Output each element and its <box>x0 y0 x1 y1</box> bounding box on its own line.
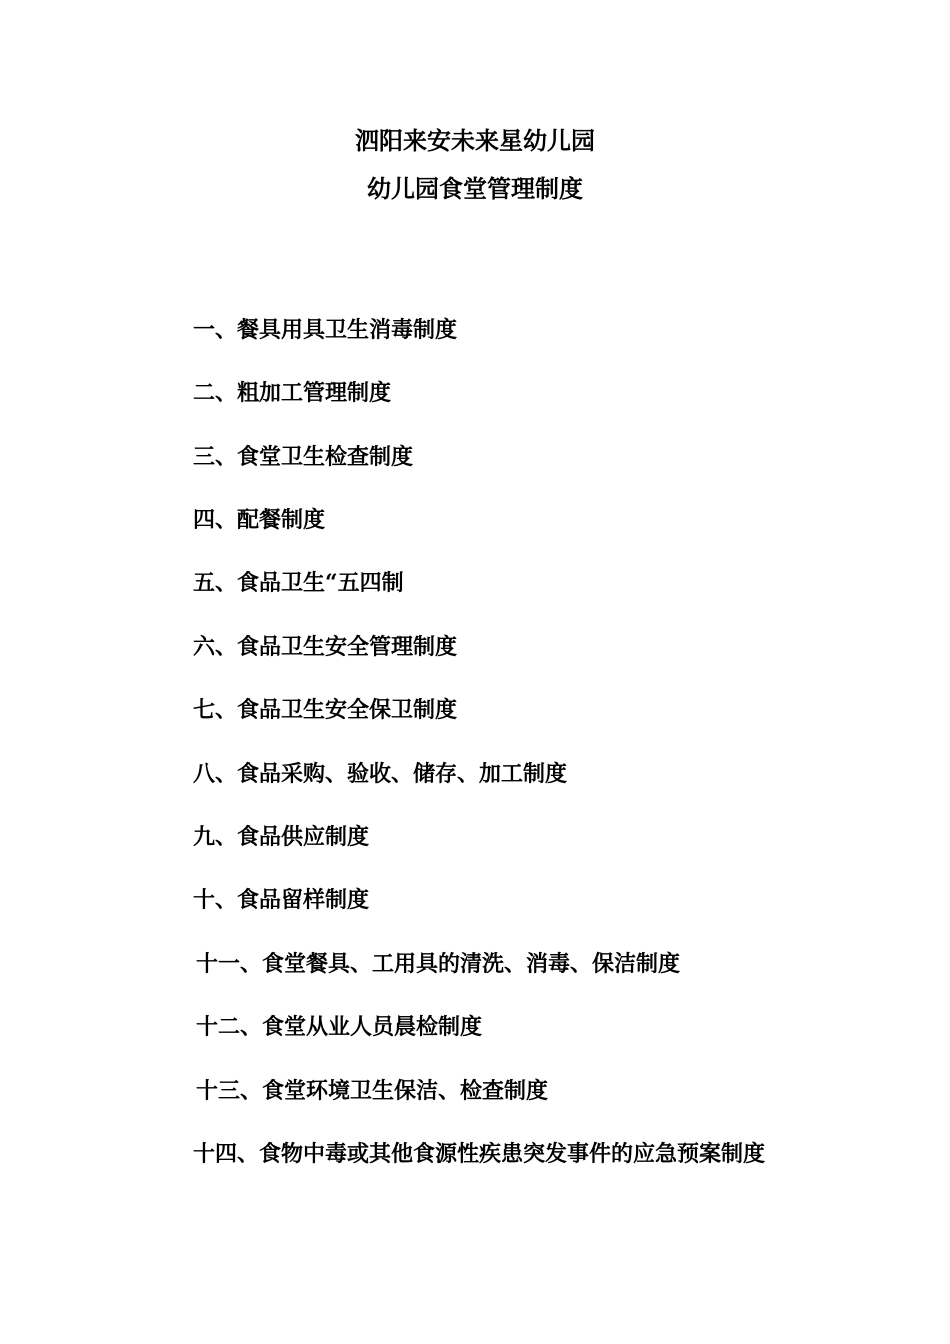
school-name: 泗阳来安未来星幼儿园 <box>355 126 595 155</box>
list-item: 四、配餐制度 <box>193 507 326 533</box>
list-item: 十三、食堂环境卫生保洁、检查制度 <box>196 1078 549 1104</box>
document-title: 幼儿园食堂管理制度 <box>367 174 583 203</box>
list-item: 八、食品采购、验收、储存、加工制度 <box>193 761 568 787</box>
list-item: 一、餐具用具卫生消毒制度 <box>193 317 458 343</box>
list-item: 六、食品卫生安全管理制度 <box>193 634 458 660</box>
list-item: 三、食堂卫生检查制度 <box>193 444 414 470</box>
list-item: 十四、食物中毒或其他食源性疾患突发事件的应急预案制度 <box>193 1141 766 1167</box>
list-item: 七、食品卫生安全保卫制度 <box>193 697 458 723</box>
list-item: 十、食品留样制度 <box>193 887 370 913</box>
list-item: 九、食品供应制度 <box>193 824 370 850</box>
list-item: 十二、食堂从业人员晨检制度 <box>196 1014 483 1040</box>
list-item: 十一、食堂餐具、工用具的清洗、消毒、保洁制度 <box>196 951 681 977</box>
list-item: 二、粗加工管理制度 <box>193 380 392 406</box>
list-item: 五、食品卫生“五四制 <box>193 570 404 596</box>
